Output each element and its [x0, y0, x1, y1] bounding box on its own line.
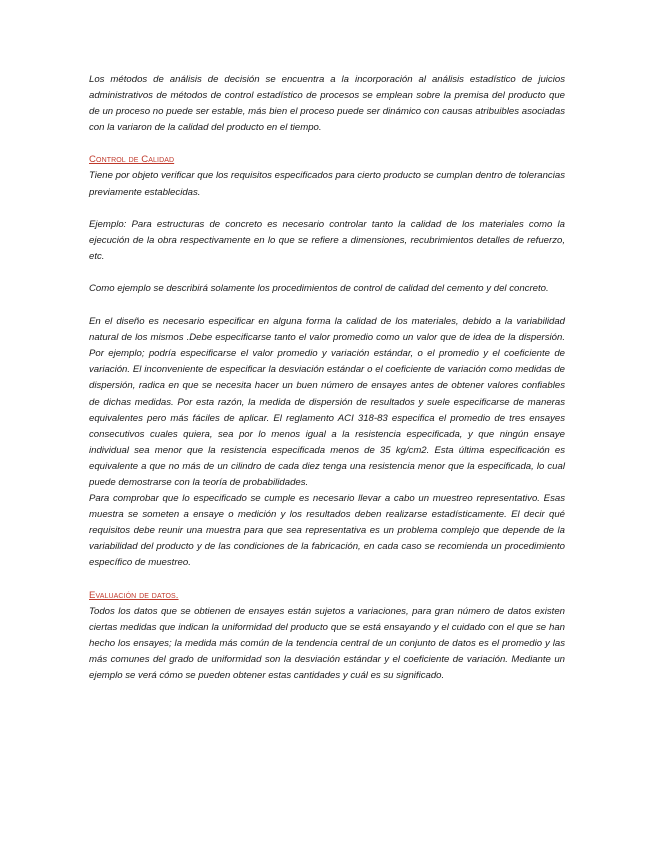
quality-control-example-scope: Como ejemplo se describirá solamente los procedimientos de control de calidad del cemento y del concreto. [89, 282, 549, 294]
quality-control-section [89, 152, 565, 571]
data-evaluation-heading: Evaluación de datos. [89, 589, 179, 601]
quality-control-definition: Tiene por objeto verificar que los requisitos especificados para cierto producto se cumplan dentro de tolerancias previamente establecidas. [89, 170, 565, 198]
intro-paragraph: Los métodos de análisis de decisión se encuentra a la incorporación al análisis estadístico de juicios administrativos de métodos de control estadístico de procesos se emplean sobre la premisa del producto que de un proceso no puede ser estable, más bien el proceso puede ser dinámico con causas atribuibles asociadas con la variaron de la calidad del producto en el tiempo. [89, 74, 565, 134]
document-page [89, 72, 565, 684]
quality-control-example: Ejemplo: Para estructuras de concreto es necesario controlar tanto la calidad de los materiales como la ejecución de la obra respectivamente en lo que se refiere a dimensiones, recubrimientos detalles de refuerzo, etc. [89, 218, 565, 262]
design-specification-paragraph: En el diseño es necesario especificar en alguna forma la calidad de los materiales, debido a la variabilidad natural de los mismos .Debe especificarse tanto el valor promedio como un valor que de idea de la dispersión. Por ejemplo; podría especificarse el valor promedio y variación estándar, o el promedio y el coeficiente de variación. El inconveniente de especificar la desviación estándar o el coeficiente de variación como medidas de dispersión, radica en que se necesita hacer un buen número de ensayes antes de obtener valores confiables de dichas medidas. Por esta razón, la medida de dispersión de resultados y suele especificarse de maneras equivalentes pero más fáciles de aplicar. El reglamento ACI 318-83 especifica el promedio de tres ensayes consecutivos cuales quiera, sea por lo menos igual a la resistencia especificada, y que ningún ensaye individual sea menor que la resistencia especificada menos de 35 kg/cm2. Esta última especificación es equivalente a que no más de un cilindro de cada diez tenga una resistencia menor que la especificada, lo cual puede demostrarse con la teoría de probabilidades. [89, 316, 565, 488]
data-evaluation-section [89, 588, 565, 685]
sampling-paragraph: Para comprobar que lo especificado se cumple es necesario llevar a cabo un muestreo representativo. Esas muestra se someten a ensaye o medición y los resultados deben realizarse estadísticamente. El decir qué requisitos debe reunir una muestra para que sea representativa es un problema complejo que depende de la variabilidad del producto y de las condiciones de la fabricación, en cada caso se recomienda un procedimiento específico de muestreo. [89, 493, 565, 569]
quality-control-heading: Control de Calidad [89, 154, 175, 166]
data-evaluation-paragraph: Todos los datos que se obtienen de ensayes están sujetos a variaciones, para gran número de datos existen ciertas medidas que indican la uniformidad del producto que se está ensayando y el cuidado con el que se han hecho los ensayes; la medida más común de la tendencia central de un conjunto de datos es el promedio y las más comunes del grado de uniformidad son la desviación estándar y el coeficiente de variación. Mediante un ejemplo se verá cómo se pueden obtener estas cantidades y cuál es su significado. [89, 605, 565, 681]
